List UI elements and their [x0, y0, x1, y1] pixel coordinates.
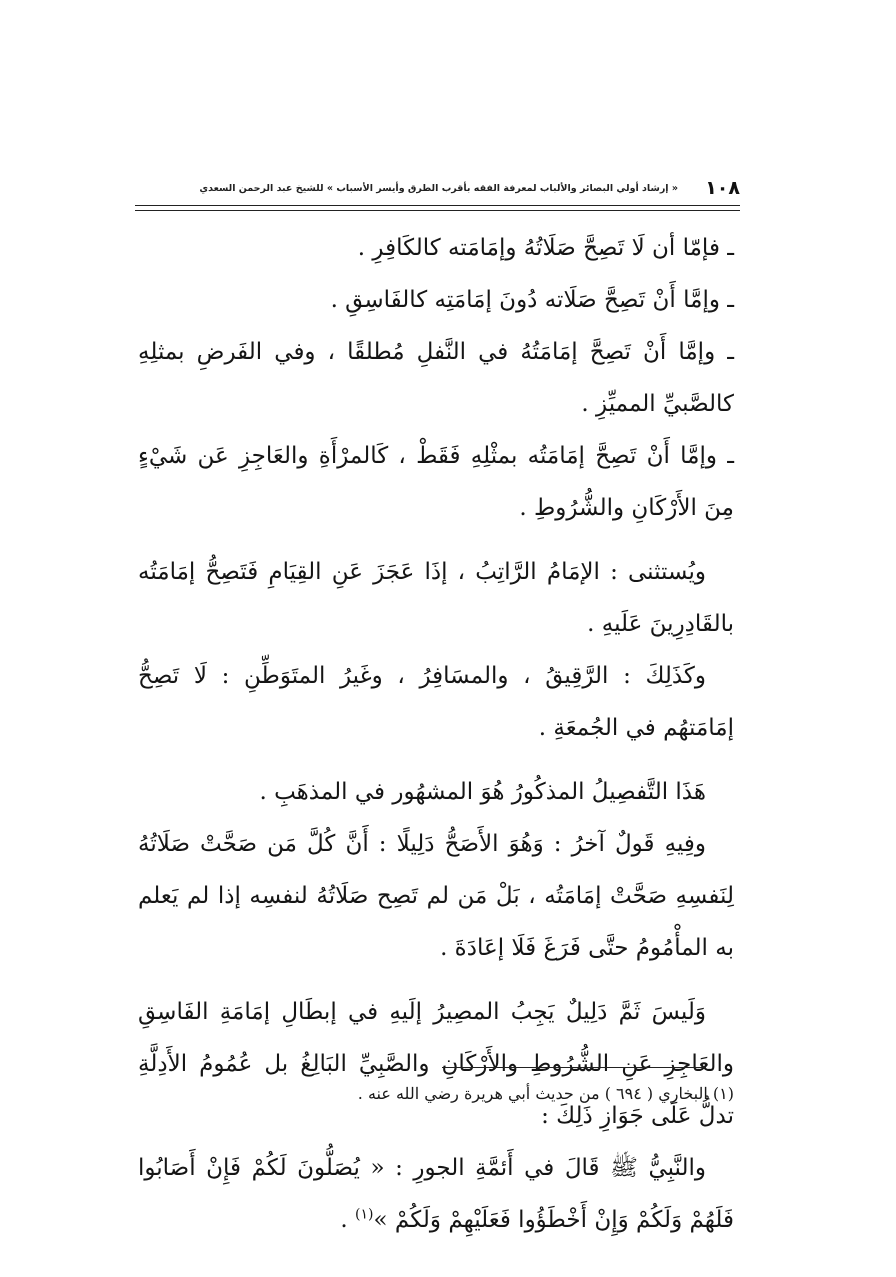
paragraph-madhhab: هَذَا التَّفصِيلُ المذكُورُ هُوَ المشهُور في المذهَبِ . [259, 779, 706, 805]
footnote-rule [442, 1067, 706, 1068]
paragraph-likewise: وكَذَلِكَ : الرَّقِيقُ ، والمسَافِرُ ، وغَيرُ المتَوَطِّنِ : لَا تَصِحُّ إمَامَتهُم في الجُمعَةِ . [138, 663, 734, 741]
page-number: ١٠٨ [705, 177, 740, 199]
paragraph-no-evidence: وَلَيسَ ثَمَّ دَلِيلٌ يَجِبُ المصِيرُ إلَيهِ في إبطَالِ إمَامَةِ الفَاسِقِ والعَاجِزِ عَنِ الشُّرُوطِ والأَرْكَانِ والصَّبِيِّ البَالِغُ بل عُمُومُ الأَدِلَّةِ تدلُّ عَلَى جَوَازِ ذَلِكَ : [138, 999, 734, 1129]
paragraph-gap [138, 534, 734, 546]
footnote: (١) البخاري ( ٦٩٤ ) من حديث أبي هريرة رضي الله عنه . [357, 1084, 734, 1103]
paragraph-gap [138, 974, 734, 986]
hadith-text: والنَّبِيُّ ﷺ قَالَ في أَئمَّةِ الجورِ : « يُصَلُّونَ لَكُمْ فَإِنْ أَصَابُوا فَلَهُمْ وَلَكُمْ وَإِنْ أَخْطَؤُوا فَعَلَيْهِمْ وَلَكُمْ » [138, 1155, 734, 1233]
paragraph-gap [138, 754, 734, 766]
paragraph-other-opinion: وفِيهِ قَولٌ آخرُ : وَهُوَ الأَصَحُّ دَلِيلًا : أَنَّ كُلَّ مَن صَحَّتْ صَلَاتُهُ لِنَفسِهِ صَحَّتْ إمَامَتُه ، بَلْ مَن لم تَصِح صَلَاتُهُ لنفسِه إذا لم يَعلم به المأْمُومُ حتَّى فَرَغَ فَلَا إعَادَةَ . [138, 831, 734, 961]
paragraph-option-2: ـ وإمَّا أَنْ تَصِحَّ صَلَاته دُونَ إمَامَتِه كالفَاسِقِ . [330, 287, 734, 313]
paragraph-hadith [138, 1142, 734, 1246]
header-rule [135, 205, 740, 211]
page-header [135, 176, 740, 204]
footnote-marker: (١) [355, 1206, 374, 1223]
paragraph-option-1: ـ فإمّا أن لَا تَصِحَّ صَلَاتُهُ وإمَامَته كالكَافِرِ . [357, 235, 734, 261]
hadith-end: . [340, 1207, 356, 1233]
running-title: « إرشاد أولي البصائر والألباب لمعرفة الفقه بأقرب الطرق وأيسر الأسباب » للشيخ عبد الرحمن السعدي [199, 183, 678, 194]
paragraph-exception: ويُستثنى : الإمَامُ الرَّاتِبُ ، إذَا عَجَزَ عَنِ القِيَامِ فَتَصِحُّ إمَامَتُه بالقَادِرِينَ عَلَيهِ . [138, 559, 734, 637]
paragraph-option-3: ـ وإمَّا أَنْ تَصِحَّ إمَامَتُهُ في النَّفلِ مُطلقًا ، وفي الفَرضِ بمثلِهِ كالصَّبيِّ المميِّزِ . [138, 339, 734, 417]
paragraph-option-4: ـ وإمَّا أَنْ تَصِحَّ إمَامَتُه بمثْلِهِ فَقَطْ ، كَالمرْأَةِ والعَاجِزِ عَن شَيْءٍ مِنَ الأَرْكَانِ والشُّرُوطِ . [138, 443, 734, 521]
